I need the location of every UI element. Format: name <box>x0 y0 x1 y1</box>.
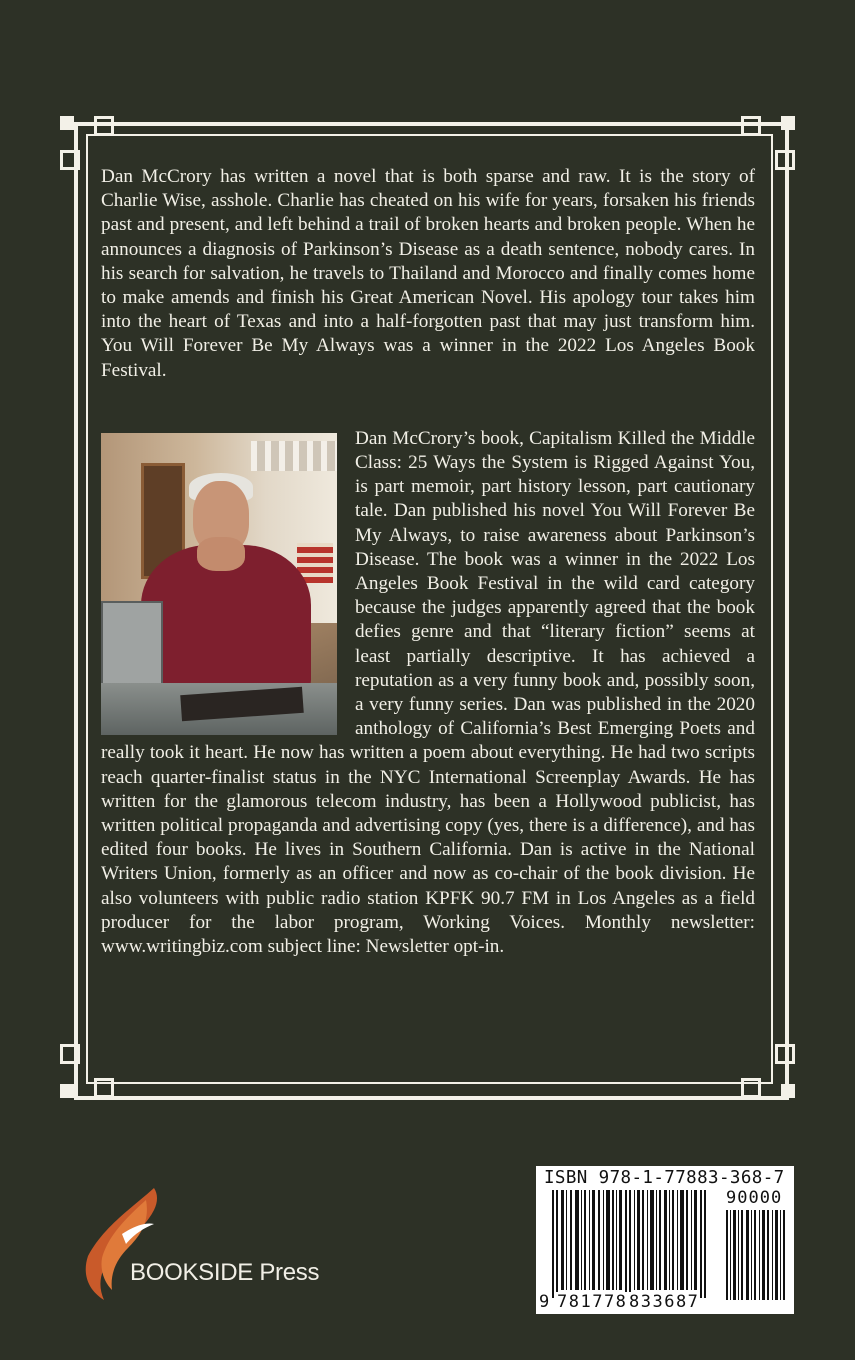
frame-corner-ornament <box>60 150 80 170</box>
ean-first-digit: 9 <box>539 1292 550 1312</box>
ean-barcode-bars <box>544 1190 716 1298</box>
back-cover-text <box>101 165 755 959</box>
frame-corner-ornament <box>60 1084 74 1098</box>
author-bio: Dan McCrory’s book, Capitalism Killed the Middle Class: 25 Ways the System is Rigged Against You, is part memoir, part history lesson, part cautionary tale. Dan published his novel You Will Forever Be My Always, to raise awareness about Parkinson’s Disease. The book was a winner in the 2022 Los Angeles Book Festival in the wild card category because the judges apparently agreed that the book defies genre and that “literary fiction” seems at least partially descriptive. It has achieved a reputation as a very funny book and, possibly soon, a very funny series. Dan was published in the 2020 anthology of California’s Best Emerging Poets and really took it heart. He now has written a poem about everything. He had two scripts reach quarter-finalist status in the NYC International Screenplay Awards. He has written for the glamorous telecom industry, has been a Hollywood publicist, has written political propaganda and advertising copy (yes, there is a difference), and has edited four books. He lives in Southern California. Dan is active in the National Writers Union, formerly as an officer and now as co-chair of the book division. He also volunteers with public radio station KPFK 90.7 FM in Los Angeles as a field producer for the labor program, Working Voices. Monthly newsletter: www.writingbiz.com subject line: Newsletter opt-in. <box>101 427 755 958</box>
author-photo <box>101 433 337 735</box>
ean-right-digits: 833687 <box>629 1292 700 1312</box>
isbn-barcode <box>536 1166 794 1314</box>
frame-corner-ornament <box>741 116 761 136</box>
addon-barcode-bars <box>724 1210 788 1300</box>
isbn-label: ISBN 978-1-77883-368-7 <box>544 1168 785 1188</box>
ean-left-digits: 781778 <box>557 1292 628 1312</box>
frame-corner-ornament <box>775 1044 795 1064</box>
frame-corner-ornament <box>781 116 795 130</box>
publisher-name: BOOKSIDE Press <box>130 1259 320 1286</box>
frame-corner-ornament <box>775 150 795 170</box>
price-addon-number: 90000 <box>726 1188 783 1208</box>
frame-corner-ornament <box>60 116 74 130</box>
frame-corner-ornament <box>94 116 114 136</box>
frame-corner-ornament <box>94 1078 114 1098</box>
frame-corner-ornament <box>781 1084 795 1098</box>
bookside-press-logo-icon <box>82 1186 312 1306</box>
frame-corner-ornament <box>60 1044 80 1064</box>
frame-corner-ornament <box>741 1078 761 1098</box>
book-blurb: Dan McCrory has written a novel that is both sparse and raw. It is the story of Charlie Wise, asshole. Charlie has cheated on his wife for years, forsaken his friends past and present, and left behind a trail of broken hearts and broken people. When he announces a diagnosis of Parkinson’s Disease as a death sentence, nobody cares. In his search for salvation, he travels to Thailand and Morocco and finally comes home to make amends and finish his Great American Novel. His apology tour takes him into the heart of Texas and into a half-forgotten past that may just transform him. You Will Forever Be My Always was a winner in the 2022 Los Angeles Book Festival. <box>101 166 755 381</box>
